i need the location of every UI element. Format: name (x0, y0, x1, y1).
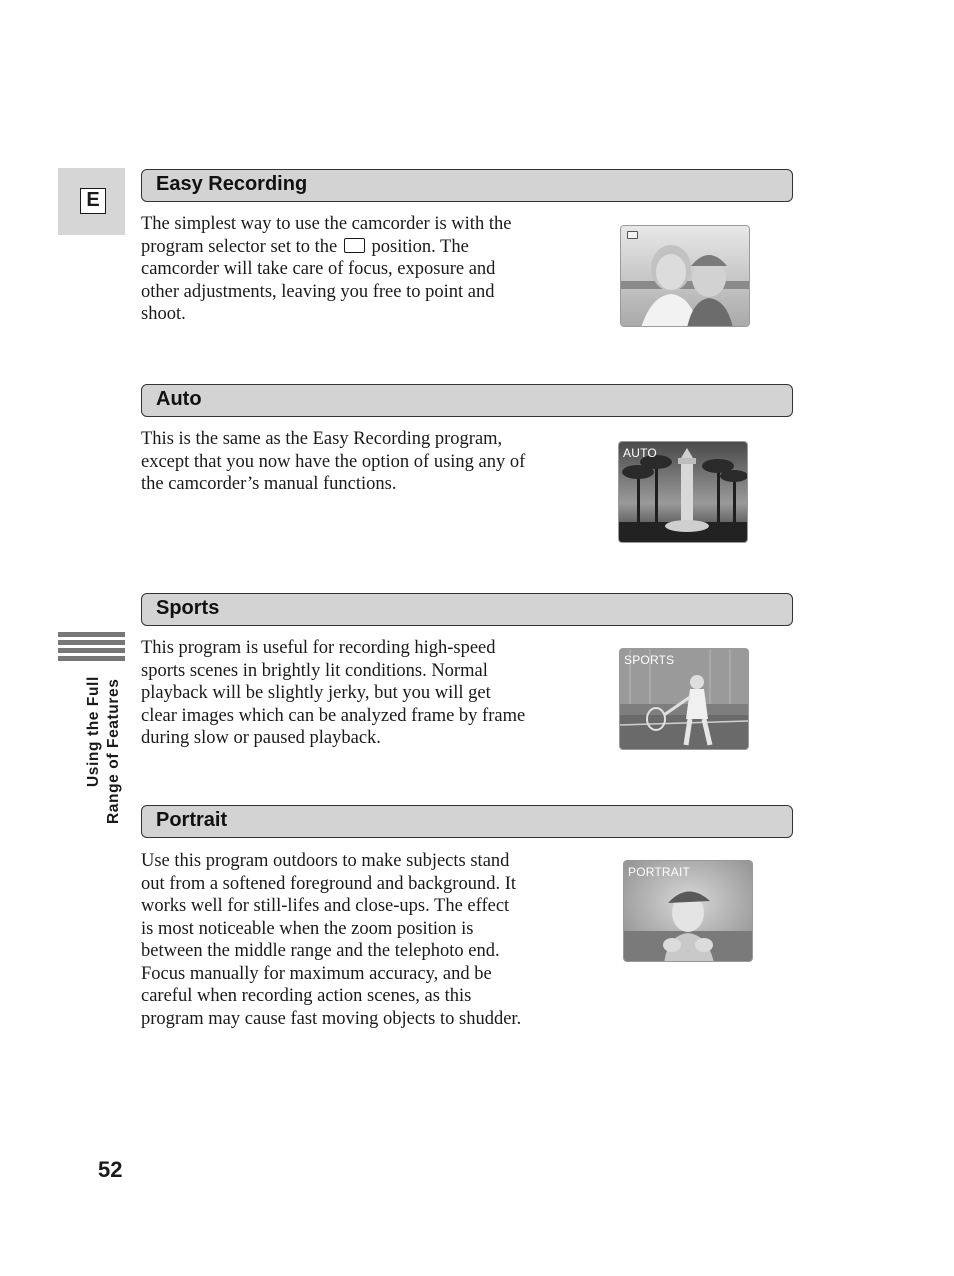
photo-label-sports: SPORTS (624, 653, 675, 667)
side-chapter-label (84, 628, 124, 828)
section-text-sports: This program is useful for recording high-speed sports scenes in brightly lit conditions. Normal playback will be slightly jerky, but you will get clear images which can be analyzed frame by frame during slow or paused playback. (141, 638, 526, 748)
photo-label-auto: AUTO (623, 446, 657, 460)
section-text-portrait: Use this program outdoors to make subjects stand out from a softened foreground and background. It works well for still-lifes and close-ups. The effect is most noticeable when the zoom position is between the middle range and the telephoto end. Focus manually for maximum accuracy, and be careful when recording action scenes, as this program may cause fast moving objects to shudder. (141, 851, 522, 1029)
section-header-portrait: Portrait (141, 805, 793, 838)
side-label-line1: Using the Full (85, 676, 102, 787)
photo-auto (618, 441, 748, 543)
photo-portrait (623, 860, 753, 962)
photo-label-portrait: PORTRAIT (628, 865, 691, 879)
photo-sports (619, 648, 749, 750)
side-label-line2: Range of Features (105, 678, 122, 824)
section-text-auto: This is the same as the Easy Recording program, except that you now have the option of using any of the camcorder’s manual functions. (141, 429, 526, 494)
section-header-sports: Sports (141, 593, 793, 626)
language-letter: E (80, 188, 106, 214)
language-tab (58, 168, 125, 235)
section-header-easy-recording: Easy Recording (141, 169, 793, 202)
section-text-easy-recording: The simplest way to use the camcorder is with the program selector set to the position. The camcorder will take care of focus, exposure and other adjustments, leaving you free to point and shoot. (141, 214, 512, 324)
page-number: 52 (98, 1157, 123, 1182)
photo-easy-recording (620, 225, 750, 327)
easy-recording-frame-icon (627, 231, 638, 239)
easy-recording-frame-icon (344, 238, 365, 253)
section-header-auto: Auto (141, 384, 793, 417)
